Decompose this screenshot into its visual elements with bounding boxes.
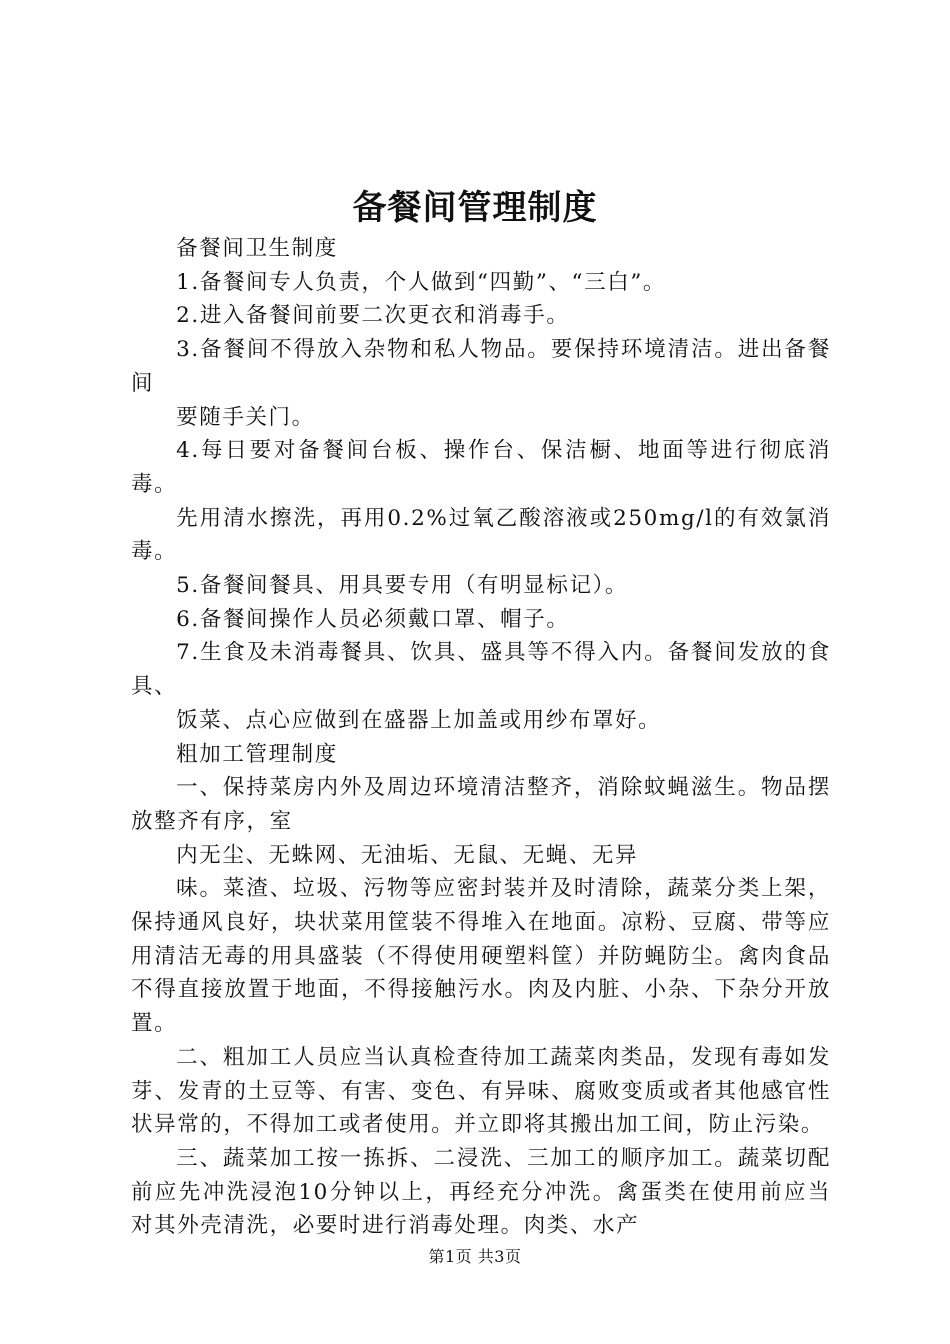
paragraph: 要随手关门。 [176,404,315,430]
paragraph: 6.备餐间操作人员必须戴口罩、帽子。 [176,606,570,632]
page-title: 备餐间管理制度 [352,188,598,228]
paragraph: 4.每日要对备餐间台板、操作台、保洁橱、地面等进行彻底消毒。 [131,438,831,497]
paragraph: 饭菜、点心应做到在盛器上加盖或用纱布罩好。 [176,707,662,733]
paragraph: 备餐间卫生制度 [176,236,338,261]
paragraph: 先用清水擦洗，再用0.2%过氧乙酸溶液或250mg/l的有效氯消毒。 [131,505,831,565]
paragraph: 2.进入备餐间前要二次更衣和消毒手。 [176,303,570,329]
paragraph: 1.备餐间专人负责，个人做到“四勤”、“三白”。 [176,269,667,295]
paragraph: 内无尘、无蛛网、无油垢、无鼠、无蝇、无异 [176,842,639,868]
paragraph: 味。菜渣、垃圾、污物等应密封装并及时清除，蔬菜分类上架，保持通风良好，块状菜用筐装不得堆入在地面。凉粉、豆腐、带等应用清洁无毒的用具盛装（不得使用硬塑料筐）并防蝇防尘。禽肉食品不得直接放置于地面，不得接触污水。肉及内脏、小杂、下杂分开放置。 [131,876,831,1037]
paragraph: 7.生食及未消毒餐具、饮具、盛具等不得入内。备餐间发放的食具、 [131,640,831,700]
page-number-footer: 第1页 共3页 [428,1247,522,1266]
paragraph: 3.备餐间不得放入杂物和私人物品。要保持环境清洁。进出备餐间 [131,337,831,396]
document-body [131,232,831,1243]
paragraph: 一、保持菜房内外及周边环境清洁整齐，消除蚊蝇滋生。物品摆放整齐有序，室 [131,775,831,834]
paragraph: 二、粗加工人员应当认真检查待加工蔬菜肉类品，发现有毒如发芽、发青的土豆等、有害、变色、有异味、腐败变质或者其他感官性状异常的，不得加工或者使用。并立即将其搬出加工间，防止污染。 [131,1044,831,1138]
paragraph: 三、蔬菜加工按一拣拆、二浸洗、三加工的顺序加工。蔬菜切配前应先冲洗浸泡10分钟以上，再经充分冲洗。禽蛋类在使用前应当对其外壳清洗，必要时进行消毒处理。肉类、水产 [131,1145,831,1239]
paragraph: 粗加工管理制度 [176,741,338,767]
paragraph: 5.备餐间餐具、用具要专用（有明显标记）。 [176,573,629,599]
